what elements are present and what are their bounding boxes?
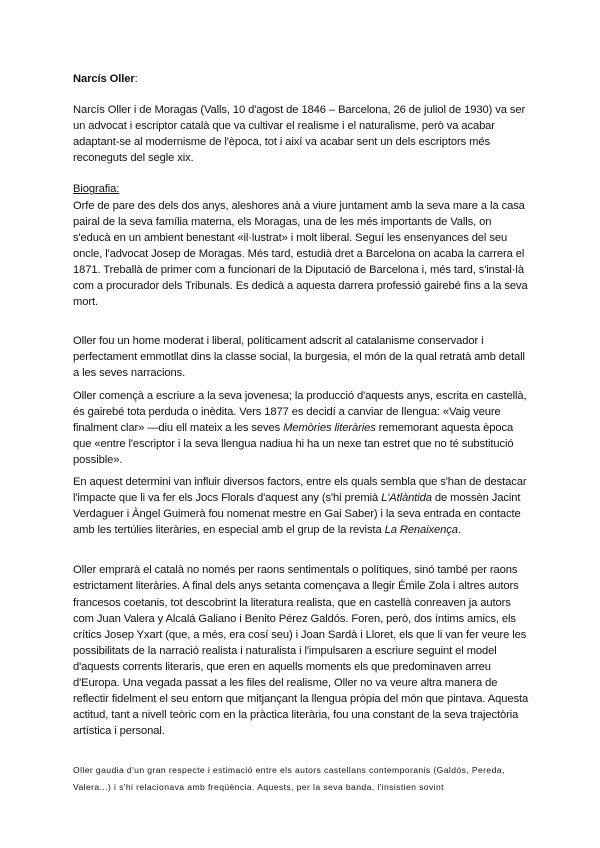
p4-italic-renaixenca: La Renaixença [384,524,458,537]
title-text: Narcís Oller [73,73,135,85]
biography-paragraph-1: Orfe de pare des dels dos anys, aleshores anà a viure juntament amb la seva mare a la casa pairal de la seva família materna, els Moragas, una de les més importants de Valls, on s'educà en un ambient benestant «il·lustrat» i molt liberal. Seguí les ensenyances del seu oncle, l'advocat Josep de Moragas. Més tard, estudià dret a Barcelona on acaba la carrera el 1871. Treballà de primer com a funcionari de la Diputació de Barcelona i, més tard, s'instal·là com a procurador dels Tribunals. Es dedicà a aquesta darrera professió gairebé fins a la seva mort. [73,199,528,309]
p3-italic-title: Memòries literàries [283,421,376,434]
biography-paragraph-4 [73,474,529,538]
p4-text-a: En aquest determini van influir diversos factors, entre els quals sembla que s'han de destacar l'impacte que li va fer els Jocs Florals d'aquest any (s'hi premià [73,475,527,505]
document-body [73,71,529,796]
small-text-block [73,762,529,796]
p3-text-a: Oller començà a escriure a la seva jovenesa; la producció d'aquests anys, escrita en castellà, és gairebé tota perduda o inèdita. Vers 1877 es decidí a canviar de llengua: «Vaig veure finalment clar» —diu ell mateix a les seves [73,389,527,434]
title-colon: : [134,73,138,85]
biography-paragraph-5: Oller emprarà el català no només per raons sentimentals o polítiques, sinó també per raons estrictament literàries. A final dels anys setanta començava a llegir Émile Zola i altres autors francesos coetanis, tot descobrint la literatura realista, que en castellà conreaven ja autors com Juan Valera y Alcalá Galiano i Benito Pérez Galdós. Foren, però, dos íntims amics, els crítics Josep Yxart (que, a més, era cosí seu) i Joan Sardà i Lloret, els que li van fer veure les possibilitats de la narració realista i naturalista i l'impulsaren a escriure seguint el model d'aquests corrents literaris, que eren en aquells moments els que predominaven arreu d'Europa. Una vegada passat a les files del realisme, Oller no va veure altra manera de reflectir fidelment el seu entorn que mitjançant la llengua pròpia del món que pintava. Aquesta actitud, tant a nivell teòric com en la pràctica literària, fou una constant de la seva trajectòria artística i personal. [73,564,529,738]
biography-paragraph-6: Oller gaudia d'un gran respecte i estimació entre els autors castellans contemporanis (Galdós, Pereda, Valera...) i s'hi relacionava amb freqüència. Aquests, per la seva banda, l'insistien sovint [73,765,505,793]
intro-paragraph: Narcís Oller i de Moragas (Valls, 10 d'agost de 1846 – Barcelona, 26 de juliol de 1930) va ser un advocat i escriptor català que va cultivar el realisme i el naturalisme, però va acabar adaptant-se al modernisme de l'època, tot i així va acabar sent un dels escriptors més reconeguts del segle xix. [73,104,526,165]
p4-text-b: de mossèn Jacint Verdaguer i Àngel Guimerà fou nomenat mestre en Gai Saber) i la seva entrada en contacte amb les tertúlies literàries, en especial amb el grup de la revista [73,492,521,537]
biography-heading: Biografia: [73,183,120,196]
p4-text-c: . [457,524,461,537]
biography-paragraph-3 [73,388,529,468]
biography-paragraph-2: Oller fou un home moderat i liberal, políticament adscrit al catalanisme conservador i perfectament emmotllat dins la classe social, la burgesia, el món de la qual retratà amb detall a les seves narracions. [73,335,525,380]
p3-text-b: rememorant aquesta època que «entre l'escriptor i la seva llengua nadiua hi ha un nexe tan estret que no té substitució possible». [73,421,514,466]
p4-italic-atlantida: L'Atlàntida [381,492,432,505]
document-title [73,71,529,87]
